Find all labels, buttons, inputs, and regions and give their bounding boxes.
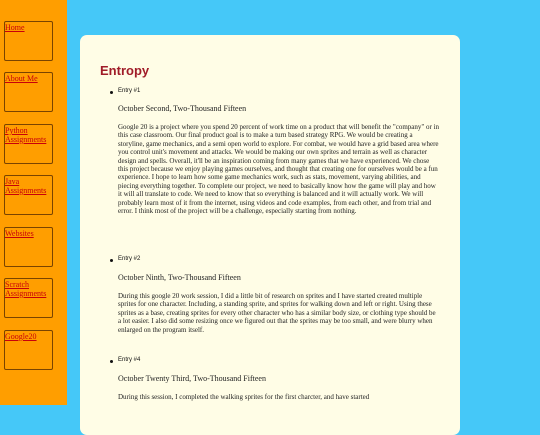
- nav-link-websites[interactable]: Websites: [4, 227, 53, 267]
- content-panel: [80, 35, 460, 435]
- entry-date: October Ninth, Two-Thousand Fifteen: [118, 273, 241, 282]
- nav-link-scratch-assignments[interactable]: Scratch Assignments: [4, 278, 53, 318]
- bullet-icon: [110, 259, 113, 262]
- entry-label: Entry #4: [118, 357, 141, 363]
- nav-link-google20[interactable]: Google20: [4, 330, 53, 370]
- entry-date: October Twenty Third, Two-Thousand Fifteen: [118, 374, 266, 383]
- nav-link-about-me[interactable]: About Me: [4, 72, 53, 112]
- entry-date: October Second, Two-Thousand Fifteen: [118, 104, 247, 113]
- nav-link-java-assignments[interactable]: Java Assignments: [4, 175, 53, 215]
- bullet-icon: [110, 360, 113, 363]
- nav-link-home[interactable]: Home: [4, 21, 53, 61]
- sidebar: [0, 0, 67, 405]
- bullet-icon: [110, 91, 113, 94]
- entry-label: Entry #2: [118, 256, 141, 262]
- entry-body: During this session, I completed the walking sprites for the first charcter, and have started: [118, 393, 370, 401]
- page-title: Entropy: [100, 63, 150, 78]
- entry-label: Entry #1: [118, 88, 141, 94]
- entry-body: During this google 20 work session, I did a little bit of research on sprites and I have started created multiple sprites for one character. Including, a standing sprite, and sprites for walking down and left or right. Using these sprites as a base, creating sprites for every other character who has a similar body size, or clothing type should be a lot easier. I also did some resizing once we figured out that the sprites may be too small, and were blurry when enlarged on the program itself.: [118, 292, 436, 334]
- nav-link-python-assignments[interactable]: Python Assignments: [4, 124, 53, 164]
- entry-body: Google 20 is a project where you spend 20 percent of work time on a product that will benefit the "company" or in this case classroom. Our final product goal is to make a turn based strategy RPG. We would be creating a storyline, game mechanics, and a semi open world to explore. For combat, we would have a grid based area where you control unit's movement and attacks. We would be making our own sprites and terrain as well as character design and spells. Overall, it'll be an inspiration coming from many games that we have experienced. We chose this project because we enjoy playing games ourselves, and thought that creating one for ourselves would be a fun experience. I hope to learn how some game mechanics work, such as stats, movement, varying abilities, and piecing everything together. To complete our project, we need to basically know how the game will play and how it will all translate to code. We need to know that so everything is balanced and it will actually work. We will probably learn most of it from the internet, using videos and code examples, from each other, and from trial and error. I think most of the project will be a challenge, especially starting from nothing.: [118, 123, 440, 216]
